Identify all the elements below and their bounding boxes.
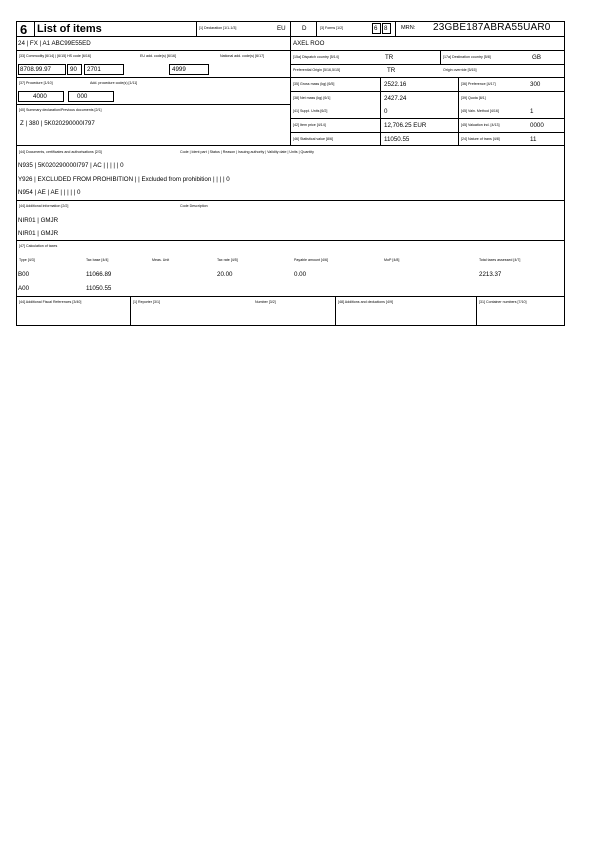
calc-cell: B00	[18, 271, 30, 278]
add-procedure-box	[68, 91, 114, 102]
valuation-indicator-label: [45] Valuation ind. [4/13]	[461, 123, 500, 127]
valuation-indicator-value: 0000	[530, 122, 544, 129]
divider	[316, 21, 317, 36]
net-mass-label: [38] Net mass (kg) [6/1]	[293, 96, 331, 100]
divider	[290, 118, 565, 119]
declaration-type: D	[302, 25, 307, 32]
gross-mass-label: [35] Gross mass (kg) [6/5]	[293, 82, 335, 86]
forms-label: [3] Forms [1/2]	[320, 26, 344, 30]
calc-cell: 0.00	[294, 271, 307, 278]
fiscal-references-label: [44] Additional Fiscal References [3/40]	[19, 300, 82, 304]
taric-value: 90	[70, 66, 77, 73]
preference-label: [36] Preference [4/17]	[461, 82, 496, 86]
calc-cell: 11050.55	[86, 285, 112, 292]
calc-cell: 2213.37	[479, 271, 502, 278]
calc-cell: 20.00	[217, 271, 233, 278]
suppl-units-value: 0	[384, 108, 388, 115]
eu-add-code-label: EU add. code(s) [6/16]	[140, 54, 176, 58]
reporter-label: [1] Reporter [3/1]	[133, 300, 160, 304]
item-price-value: 12,706.25 EUR	[384, 122, 427, 129]
calc-header-tax-base: Tax base [4/4]	[86, 258, 109, 262]
dispatch-value: TR	[385, 54, 394, 61]
calculation-label: [47] Calculation of taxes	[19, 244, 58, 248]
consignee-line: AXEL ROO	[293, 40, 325, 47]
nature-of-transaction-value: 11	[530, 136, 537, 143]
national-add-code-label: National add. code(s) [6/17]	[220, 54, 265, 58]
calc-cell: 11066.89	[86, 271, 112, 278]
divider	[440, 50, 441, 64]
quota-label: [39] Quota [8/1]	[461, 96, 486, 100]
additional-info-columns: Code Description	[180, 204, 208, 208]
add-procedure-value: 000	[77, 93, 88, 100]
divider	[290, 36, 291, 145]
divider	[16, 296, 565, 297]
divider	[196, 21, 197, 36]
pref-origin-label: Preferential Origin [5/16,5/15]	[293, 68, 340, 72]
preference-value: 300	[530, 81, 541, 88]
divider	[290, 21, 291, 36]
procedure-value: 4000	[33, 93, 47, 100]
calc-header-meas-unit: Meas. Unit	[152, 258, 170, 262]
nature-of-transaction-label: [24] Nature of trans [4/8]	[461, 137, 500, 141]
divider	[130, 296, 131, 326]
container-numbers-label: [31] Container numbers [7/10]	[479, 300, 527, 304]
mrn-value: 23GBE187ABRA55UAR0	[433, 22, 551, 33]
summary-label: [40] Summary declaration/Previous documents [2/1]	[19, 108, 102, 112]
gross-mass-value: 2522.16	[384, 81, 407, 88]
pref-origin-value: TR	[387, 67, 396, 74]
page-title: List of items	[37, 23, 102, 35]
consignor-line: 24 | FX | A1 ABC99E55ED	[18, 40, 91, 47]
reporter-number-label: Number [3/2]	[255, 300, 276, 304]
divider	[290, 91, 565, 92]
divider	[380, 77, 381, 145]
declaration-value: EU	[277, 25, 286, 32]
commodity-label: [33] Commodity [6/14] | [6/15] HS code [6/16]	[19, 54, 91, 58]
calc-header-payable: Payable amount [4/6]	[294, 258, 328, 262]
summary-value: Z | 380 | 5K020290000I797	[20, 120, 95, 127]
documents-columns: Code | Ident part | Status | Reason | Issuing authority | Validity date | Units | Quantity	[180, 150, 314, 154]
calc-cell: A00	[18, 285, 30, 292]
statistical-value: 11050.55	[384, 136, 410, 143]
divider	[16, 145, 565, 146]
valuation-method-value: 1	[530, 108, 534, 115]
divider	[335, 296, 336, 326]
destination-label: [17a] Destination country [5/8]	[443, 55, 491, 59]
add-procedure-label: Add. procedure code(s) [1/11]	[90, 81, 138, 85]
mrn-label: MRN:	[401, 25, 416, 31]
divider	[395, 21, 396, 36]
calc-header-tax-rate: Tax rate [4/5]	[217, 258, 238, 262]
calc-header-total: Total taxes assessed [4/7]	[479, 258, 521, 262]
net-mass-value: 2427.24	[384, 95, 407, 102]
additional-info-line: NIR01 | GMJR	[18, 217, 59, 224]
declaration-label: [1] Declaration [1/1-1/3]	[199, 26, 237, 30]
procedure-label: [37] Procedure [1/10]	[19, 81, 53, 85]
national-add-code-value: 4999	[172, 66, 186, 73]
divider	[16, 240, 565, 241]
additions-deductions-label: [48] Additions and deductions [4/9]	[338, 300, 393, 304]
document-line: Y926 | EXCLUDED FROM PROHIBITION | | Excluded from prohibition | | | | 0	[18, 176, 230, 183]
forms-value: 6	[374, 25, 378, 32]
calc-header-mop: MoP [4/8]	[384, 258, 400, 262]
origin-override-label: Origin override [5/15]	[443, 68, 477, 72]
additional-info-line: NIR01 | GMJR	[18, 230, 59, 237]
item-price-label: [42] Item price [4/14]	[293, 123, 326, 127]
eu-add-code-value: 2701	[87, 66, 101, 73]
divider	[34, 21, 35, 36]
document-line: N935 | 5K020290000I797 | AC | | | | | 0	[18, 162, 124, 169]
calc-header-type: Type [4/3]	[19, 258, 35, 262]
additional-info-label: [44] Additional information [2/2]	[19, 204, 69, 208]
document-line: N954 | AE | AE | | | | | 0	[18, 189, 81, 196]
destination-value: GB	[532, 54, 541, 61]
divider	[16, 104, 290, 105]
valuation-method-label: [45] Valn. Method [4/16]	[461, 109, 499, 113]
suppl-units-label: [41] Suppl. Units [6/2]	[293, 109, 328, 113]
divider	[290, 132, 565, 133]
statistical-value-label: [46] Statistical value [8/6]	[293, 137, 333, 141]
divider	[476, 296, 477, 326]
documents-label: [44] Documents, certificates and authorisations [2/3]	[19, 150, 102, 154]
divider	[16, 200, 565, 201]
dispatch-label: [15a] Dispatch country [5/14]	[293, 55, 339, 59]
hs-code-value: 8708.99.97	[20, 66, 51, 73]
divider	[458, 77, 459, 145]
form-number: 6	[20, 22, 28, 37]
divider	[290, 64, 565, 65]
forms-total: 8	[384, 25, 388, 32]
